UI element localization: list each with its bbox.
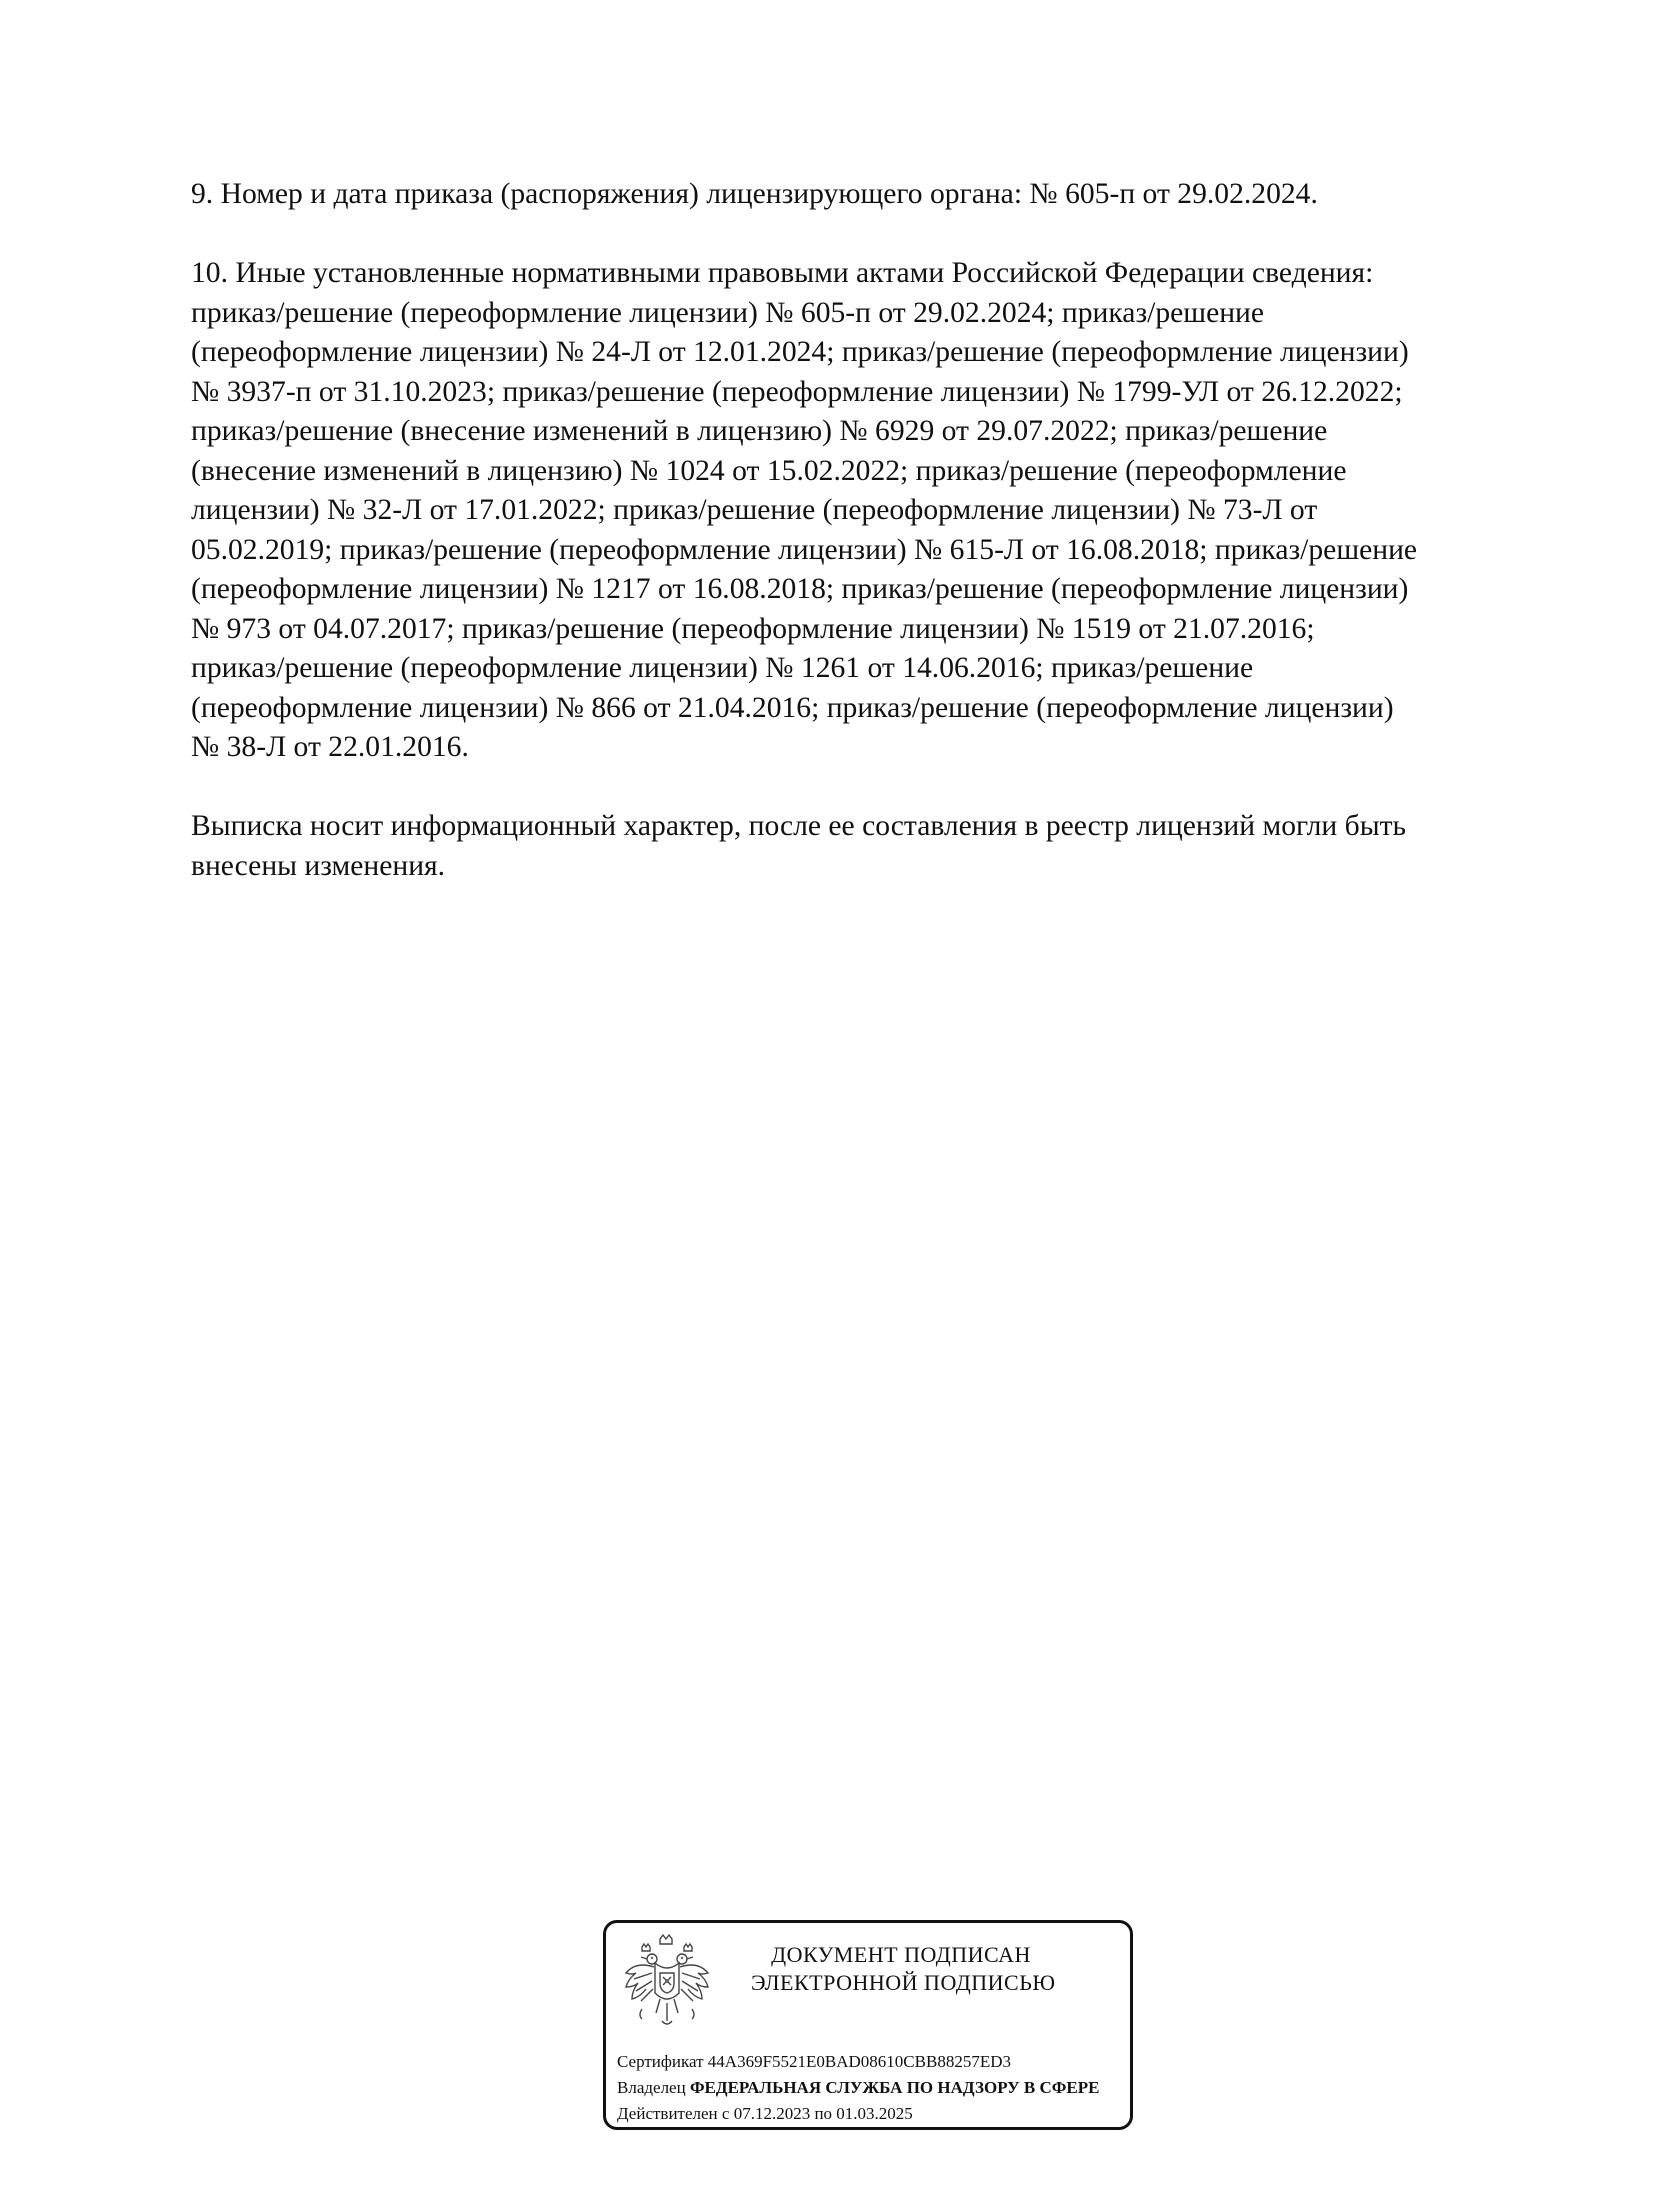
text-line: приказ/решение (внесение изменений в лицензию) № 6929 от 29.07.2022; приказ/решение xyxy=(191,415,1328,447)
paragraph-disclaimer xyxy=(191,807,1571,886)
text-line: лицензии) № 32-Л от 17.01.2022; приказ/решение (переоформление лицензии) № 73-Л от xyxy=(191,494,1318,526)
stamp-owner xyxy=(617,2077,1099,2099)
text-line: 05.02.2019; приказ/решение (переоформление лицензии) № 615-Л от 16.08.2018; приказ/решение xyxy=(191,533,1418,566)
text-line: (переоформление лицензии) № 24-Л от 12.01.2024; приказ/решение (переоформление лицензии) xyxy=(191,336,1409,368)
text-line: (переоформление лицензии) № 1217 от 16.08.2018; приказ/решение (переоформление лицензии) xyxy=(191,573,1409,605)
stamp-validity: Действителен с 07.12.2023 по 01.03.2025 xyxy=(617,2104,913,2123)
stamp-title xyxy=(751,1941,1056,1997)
electronic-signature-stamp xyxy=(603,1920,1133,2130)
text-line: № 3937-п от 31.10.2023; приказ/решение (переоформление лицензии) № 1799-УЛ от 26.12.2022; xyxy=(191,375,1403,408)
stamp-title-line-1: ДОКУМЕНТ ПОДПИСАН xyxy=(771,1942,1031,1967)
stamp-title-line-2: ЭЛЕКТРОННОЙ ПОДПИСЬЮ xyxy=(751,1970,1056,1995)
certificate-value: 44A369F5521E0BAD08610CBB88257ED3 xyxy=(707,2052,1011,2071)
text-line: (переоформление лицензии) № 866 от 21.04.2016; приказ/решение (переоформление лицензии) xyxy=(191,691,1394,724)
text-line: (внесение изменений в лицензию) № 1024 от 15.02.2022; приказ/решение (переоформление xyxy=(191,454,1347,487)
owner-label: Владелец xyxy=(617,2078,686,2097)
text-line: № 973 от 04.07.2017; приказ/решение (переоформление лицензии) № 1519 от 21.07.2016; xyxy=(191,612,1315,645)
text-line: 9. Номер и дата приказа (распоряжения) лицензирующего органа: № 605-п от 29.02.2024. xyxy=(191,178,1318,210)
stamp-certificate xyxy=(617,2051,1011,2073)
text-line: приказ/решение (переоформление лицензии) № 1261 от 14.06.2016; приказ/решение xyxy=(191,652,1254,684)
coat-of-arms-icon xyxy=(622,1933,712,2033)
certificate-label: Сертификат xyxy=(617,2052,704,2071)
paragraph-other-info xyxy=(191,254,1571,768)
document-body xyxy=(191,175,1571,926)
text-line: Выписка носит информационный характер, после ее составления в реестр лицензий могли быть xyxy=(191,810,1407,842)
text-line: приказ/решение (переоформление лицензии) № 605-п от 29.02.2024; приказ/решение xyxy=(191,296,1265,329)
text-line: 10. Иные установленные нормативными правовыми актами Российской Федерации сведения: xyxy=(191,257,1374,289)
paragraph-order-number xyxy=(191,175,1571,215)
text-line: № 38-Л от 22.01.2016. xyxy=(191,731,469,763)
text-line: внесены изменения. xyxy=(191,849,446,882)
owner-value: ФЕДЕРАЛЬНАЯ СЛУЖБА ПО НАДЗОРУ В СФЕРЕ xyxy=(689,2078,1100,2097)
